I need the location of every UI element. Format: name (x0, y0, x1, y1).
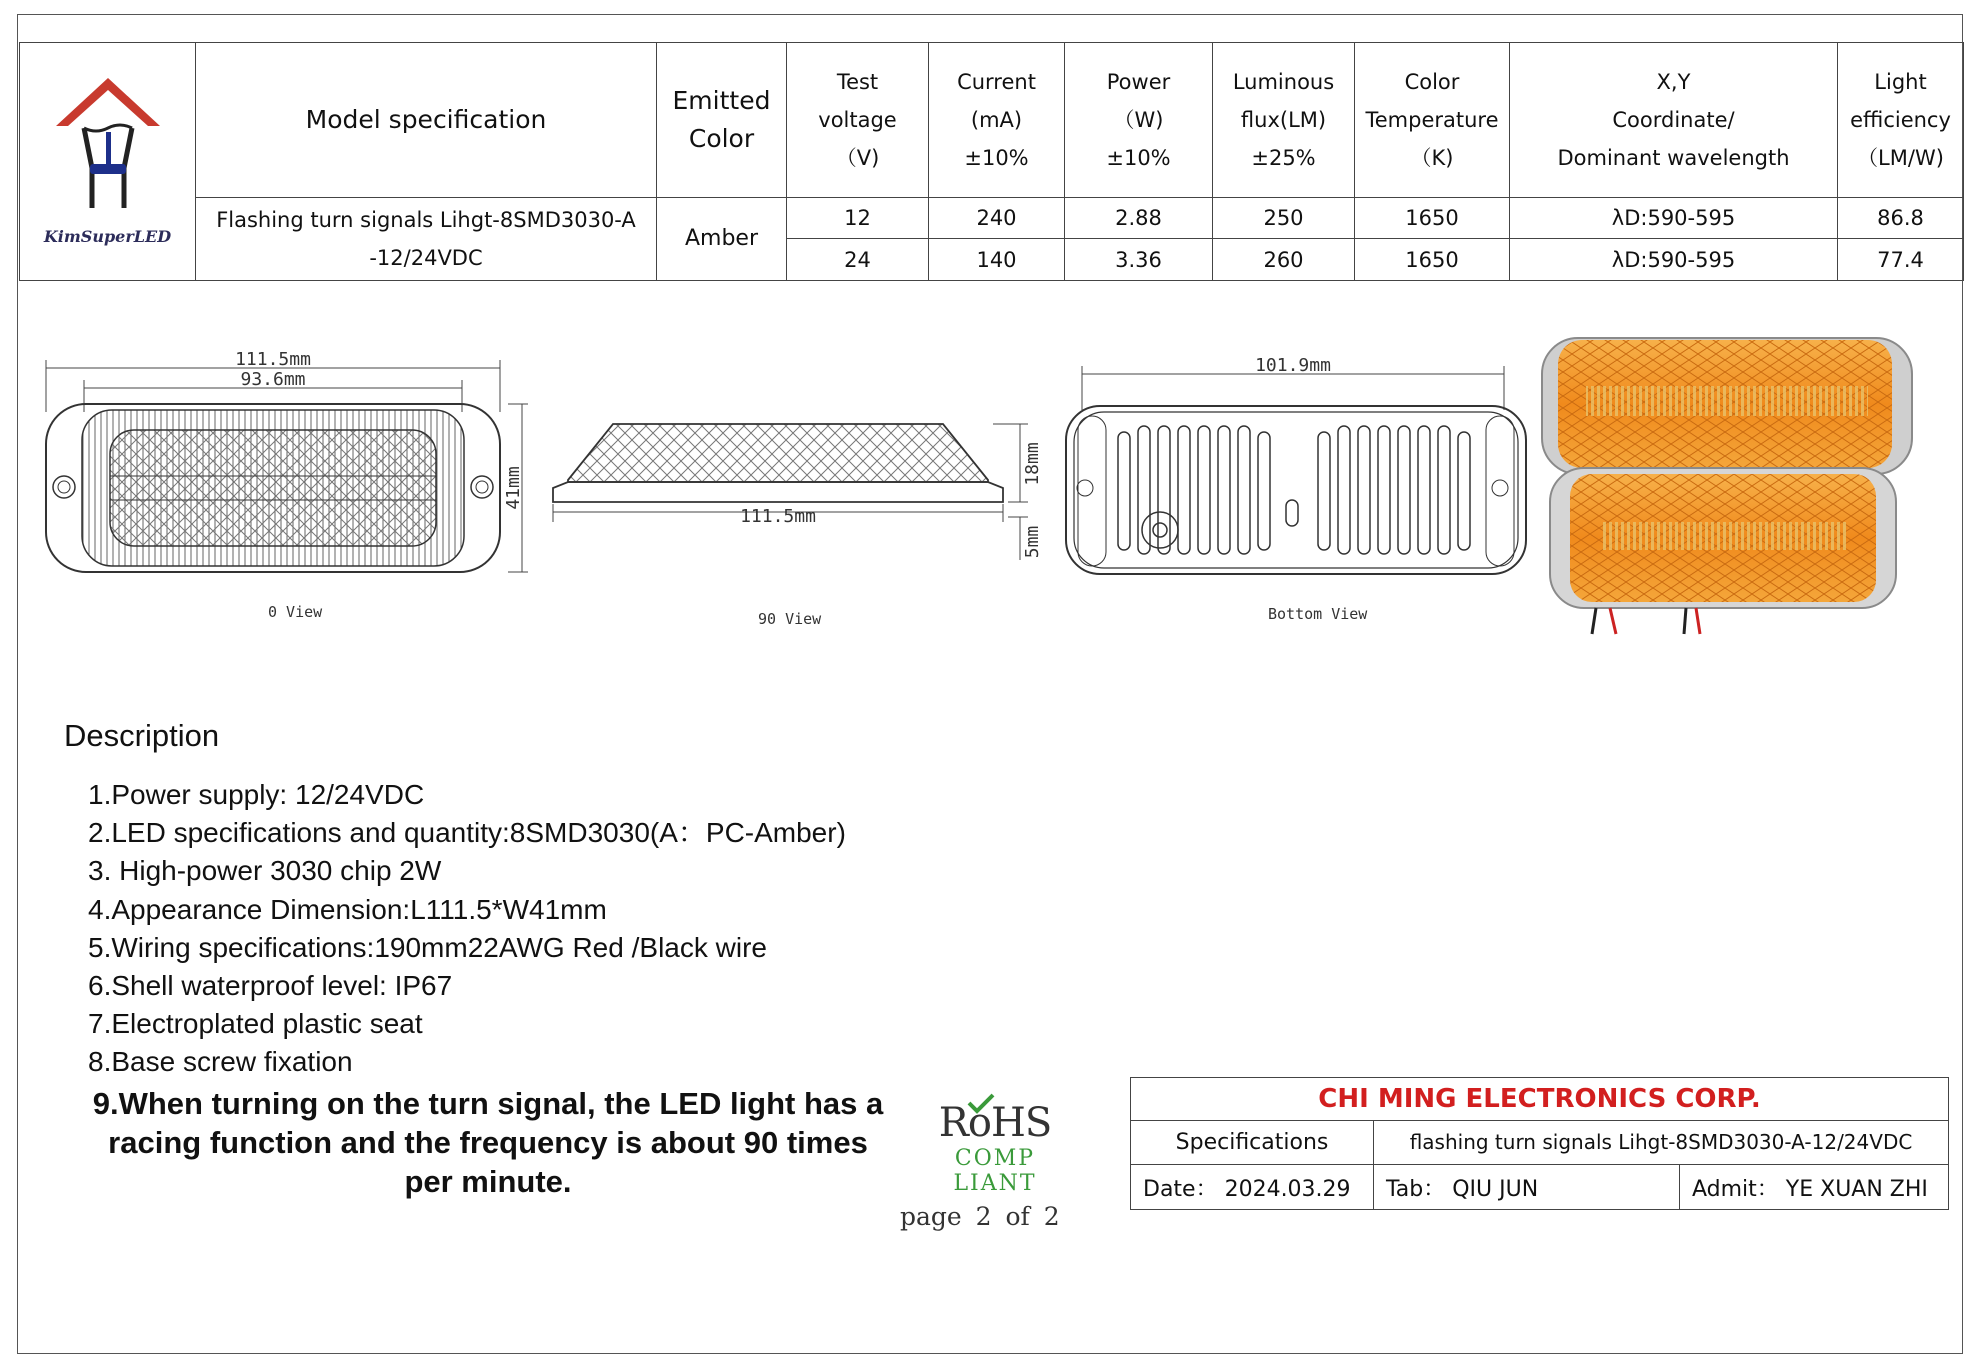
front-view-label: 0 View (268, 603, 323, 621)
page-number: page 2 of 2 (900, 1202, 1060, 1231)
front-inner-dimension: 93.6mm (240, 369, 306, 390)
header-xy: X,Y Coordinate/ Dominant wavelength (1510, 43, 1838, 198)
header-color-temp: Color Temperature （K) (1355, 43, 1510, 198)
rohs-text: RoHS (938, 1100, 1052, 1146)
flux-cell: 250 (1213, 198, 1355, 239)
emitted-color-value: Amber (657, 198, 787, 281)
front-view-drawing (38, 342, 538, 592)
side-top-dimension: 18mm (1022, 442, 1043, 486)
logo-brand-name: KimSuperLED (43, 226, 172, 246)
rohs-badge (920, 1092, 1070, 1196)
current-cell: 240 (929, 198, 1065, 239)
list-item: 7.Electroplated plastic seat (88, 1008, 423, 1040)
logo (20, 43, 196, 281)
front-height-dimension: 41mm (503, 466, 524, 510)
rohs-compliant-text: COMP LIANT (953, 1146, 1037, 1196)
list-item: 8.Base screw fixation (88, 1046, 353, 1078)
date-field: Date： 2024.03.29 (1131, 1165, 1374, 1210)
efficiency-cell: 77.4 (1838, 239, 1964, 281)
current-cell: 140 (929, 239, 1065, 281)
house-logo-icon (48, 68, 168, 218)
side-base-dimension: 5mm (1022, 525, 1043, 559)
bottom-view-label: Bottom View (1268, 605, 1368, 623)
list-item: 4.Appearance Dimension:L111.5*W41mm (88, 893, 607, 925)
side-view-label: 90 View (758, 610, 822, 628)
flux-cell: 260 (1213, 239, 1355, 281)
list-item: 1.Power supply: 12/24VDC (88, 779, 425, 810)
header-voltage: Test voltage （V) (787, 43, 929, 198)
front-outer-dimension: 111.5mm (235, 349, 311, 370)
table-row (20, 198, 1964, 239)
efficiency-cell: 86.8 (1838, 198, 1964, 239)
bottom-view-drawing (1060, 350, 1530, 580)
product-photo (1536, 336, 1914, 636)
model-value: Flashing turn signals Lihgt-8SMD3030-A -12/24VDC (196, 198, 657, 281)
header-flux: Luminous flux(LM) ±25% (1213, 43, 1355, 198)
description-bold-item: 9.When turning on the turn signal, the LED light has a racing function and the frequency is about 90 times per minute. (92, 1086, 884, 1199)
power-cell: 3.36 (1065, 239, 1213, 281)
header-emitted-color: Emitted Color (657, 43, 787, 198)
description-title: Description (64, 718, 220, 753)
wavelength-cell: λD:590-595 (1510, 239, 1838, 281)
company-name: CHI MING ELECTRONICS CORP. (1131, 1078, 1949, 1121)
color-temp-cell: 1650 (1355, 239, 1510, 281)
spec-table (19, 42, 1964, 281)
list-item: 3. High-power 3030 chip 2W (88, 855, 442, 887)
bottom-width-dimension: 101.9mm (1255, 355, 1331, 376)
wavelength-cell: λD:590-595 (1510, 198, 1838, 239)
color-temp-cell: 1650 (1355, 198, 1510, 239)
tab-field: Tab： QIU JUN (1374, 1165, 1680, 1210)
spec-value: flashing turn signals Lihgt-8SMD3030-A-12/24VDC (1374, 1120, 1949, 1165)
header-model: Model specification (196, 43, 657, 198)
side-view-drawing (548, 412, 1043, 572)
header-current: Current (mA) ±10% (929, 43, 1065, 198)
description-list (88, 776, 846, 1082)
company-info-table (1130, 1077, 1949, 1210)
list-item: 5.Wiring specifications:190mm22AWG Red /Black wire (88, 931, 767, 963)
header-power: Power （W) ±10% (1065, 43, 1213, 198)
admit-field: Admit： YE XUAN ZHI (1680, 1165, 1949, 1210)
voltage-cell: 24 (787, 239, 929, 281)
voltage-cell: 12 (787, 198, 929, 239)
power-cell: 2.88 (1065, 198, 1213, 239)
side-length-dimension: 111.5mm (740, 506, 816, 527)
header-efficiency: Light efficiency （LM/W) (1838, 43, 1964, 198)
list-item: 6.Shell waterproof level: IP67 (88, 970, 453, 1002)
spec-label: Specifications (1131, 1120, 1374, 1165)
list-item: 2.LED specifications and quantity:8SMD3030(A：PC-Amber) (88, 817, 846, 849)
